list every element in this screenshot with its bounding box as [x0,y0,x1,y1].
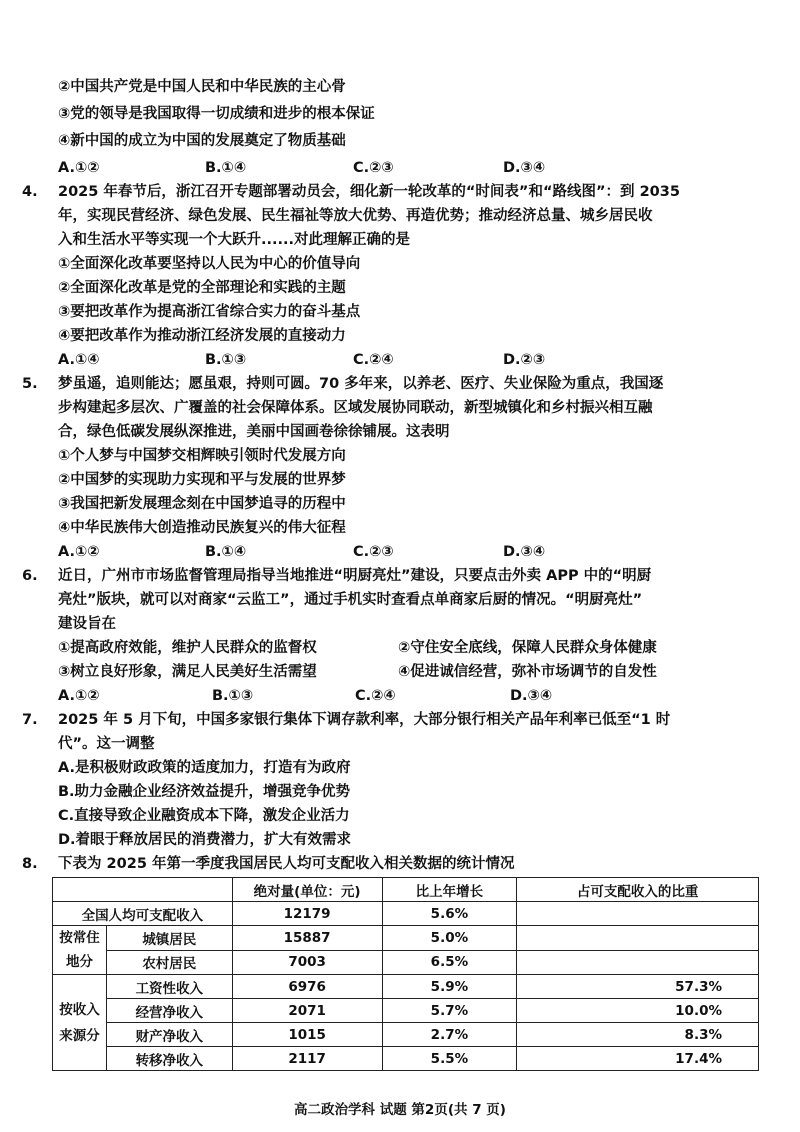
q5-statement-4: ④中华民族伟大创造推动民族复兴的伟大征程 [58,520,346,536]
table-row [53,975,759,999]
q5-stem-line-2: 步构建起多层次、广覆盖的社会保障体系。区域发展协同联动，新型城镇化和乡村振兴相互融 [58,400,653,416]
q4-option-d: D.②③ [503,352,546,368]
cell-transfer-growth: 5.5% [382,1047,517,1071]
q6-statement-2: ②守住安全底线，保障人民群众身体健康 [398,640,657,656]
group-source [53,975,107,1071]
q7-stem-line-1: 2025 年 5 月下旬，中国多家银行集体下调存款利率，大部分银行相关产品年利率已低至“1 时 [58,712,671,728]
cell-property-growth: 2.7% [382,1023,517,1047]
row-label-property: 财产净收入 [106,1023,232,1047]
q6-number: 6. [22,568,38,584]
cell-wage-abs: 6976 [232,975,382,999]
row-label-business: 经营净收入 [106,999,232,1023]
group-source-line1: 按收入 [59,1001,100,1018]
cell-urban-share [517,926,759,951]
cell-transfer-share: 17.4% [517,1047,759,1071]
cell-business-growth: 5.7% [382,999,517,1023]
header-growth: 比上年增长 [382,878,517,902]
q5-stem-line-1: 梦虽遥，追则能达；愿虽艰，持则可圆。70 多年来，以养老、医疗、失业保险为重点，我国逐 [58,376,664,392]
q6-stem-line-2: 亮灶”版块，就可以对商家“云监工”，通过手机实时查看点单商家后厨的情况。“明厨亮灶” [58,592,643,608]
group-residence-line2: 地分 [65,954,93,970]
table-row [53,902,759,926]
group-residence [53,926,107,975]
header-blank-cell [53,878,233,902]
q3-option-a: A.①② [58,160,100,176]
cell-rural-share [517,950,759,975]
q7-choice-b: B.助力金融企业经济效益提升，增强竞争优势 [58,784,351,800]
header-share: 占可支配收入的比重 [517,878,759,902]
q4-option-b: B.①③ [205,352,247,368]
table-row [53,950,759,975]
q8-stem: 下表为 2025 年第一季度我国居民人均可支配收入相关数据的统计情况 [58,856,515,872]
table-header-row [53,878,759,902]
q5-number: 5. [22,376,38,392]
cell-total-share [517,902,759,926]
q5-statement-3: ③我国把新发展理念刻在中国梦追寻的历程中 [58,496,346,512]
cell-business-abs: 2071 [232,999,382,1023]
q6-option-d: D.③④ [510,688,553,704]
row-label-transfer: 转移净收入 [106,1047,232,1071]
row-label-total: 全国人均可支配收入 [53,902,233,926]
q7-choice-a: A.是积极财政政策的适度加力，打造有为政府 [58,760,351,776]
q6-option-a: A.①② [58,688,100,704]
q8-number: 8. [22,856,38,872]
cell-business-share: 10.0% [517,999,759,1023]
q7-choice-d: D.着眼于释放居民的消费潜力，扩大有效需求 [58,832,352,848]
q3-option-c: C.②③ [353,160,394,176]
income-table [52,877,759,1071]
q6-statement-3: ③树立良好形象，满足人民美好生活需望 [58,664,317,680]
q4-statement-1: ①全面深化改革要坚持以人民为中心的价值导向 [58,256,361,272]
q3-option-b: B.①④ [205,160,247,176]
group-source-line2: 来源分 [59,1027,100,1044]
cell-rural-growth: 6.5% [382,950,517,975]
page-footer: 高二政治学科 试题 第2页(共 7 页) [294,1102,506,1118]
q5-option-a: A.①② [58,544,100,560]
q7-choice-c: C.直接导致企业融资成本下降，激发企业活力 [58,808,350,824]
q4-stem-line-1: 2025 年春节后，浙江召开专题部署动员会，细化新一轮改革的“时间表”和“路线图”：到 2035 [58,184,680,200]
header-absolute: 绝对量(单位：元) [232,878,382,902]
q4-stem-line-2: 年，实现民营经济、绿色发展、民生福祉等放大优势、再造优势；推动经济总量、城乡居民收 [58,208,653,224]
cell-urban-abs: 15887 [232,926,382,951]
cell-total-abs: 12179 [232,902,382,926]
row-label-urban: 城镇居民 [106,926,232,951]
q3-statement-4: ④新中国的成立为中国的发展奠定了物质基础 [58,133,346,149]
q4-option-c: C.②④ [353,352,394,368]
table-row [53,926,759,951]
row-label-rural: 农村居民 [106,950,232,975]
q7-stem-line-2: 代”。这一调整 [58,736,155,752]
q6-stem-line-3: 建设旨在 [58,616,116,632]
q6-stem-line-1: 近日，广州市市场监督管理局指导当地推进“明厨亮灶”建设，只要点击外卖 APP 中的“明厨 [58,568,652,584]
group-residence-line1: 按常住 [59,930,100,946]
cell-wage-growth: 5.9% [382,975,517,999]
q4-number: 4. [22,184,38,200]
cell-rural-abs: 7003 [232,950,382,975]
q6-option-c: C.②④ [355,688,396,704]
cell-wage-share: 57.3% [517,975,759,999]
q3-statement-2: ②中国共产党是中国人民和中华民族的主心骨 [58,79,346,95]
cell-property-abs: 1015 [232,1023,382,1047]
q6-statement-4: ④促进诚信经营，弥补市场调节的自发性 [398,664,657,680]
q4-stem-line-3: 入和生活水平等实现一个大跃升......对此理解正确的是 [58,232,411,248]
q7-number: 7. [22,712,38,728]
cell-transfer-abs: 2117 [232,1047,382,1071]
table-row [53,999,759,1023]
q6-statement-1: ①提高政府效能，维护人民群众的监督权 [58,640,317,656]
q3-statement-3: ③党的领导是我国取得一切成绩和进步的根本保证 [58,106,375,122]
cell-urban-growth: 5.0% [382,926,517,951]
q4-statement-2: ②全面深化改革是党的全部理论和实践的主题 [58,280,346,296]
q4-statement-4: ④要把改革作为推动浙江经济发展的直接动力 [58,328,346,344]
q5-statement-2: ②中国梦的实现助力实现和平与发展的世界梦 [58,472,346,488]
q5-statement-1: ①个人梦与中国梦交相辉映引领时代发展方向 [58,448,346,464]
q6-option-b: B.①③ [212,688,254,704]
cell-property-share: 8.3% [517,1023,759,1047]
row-label-wage: 工资性收入 [106,975,232,999]
q5-stem-line-3: 合，绿色低碳发展纵深推进，美丽中国画卷徐徐铺展。这表明 [58,424,450,440]
q4-statement-3: ③要把改革作为提高浙江省综合实力的奋斗基点 [58,304,361,320]
q5-option-c: C.②③ [353,544,394,560]
table-row [53,1047,759,1071]
q3-option-d: D.③④ [503,160,546,176]
q4-option-a: A.①④ [58,352,100,368]
cell-total-growth: 5.6% [382,902,517,926]
table-row [53,1023,759,1047]
q5-option-d: D.③④ [503,544,546,560]
q5-option-b: B.①④ [205,544,247,560]
